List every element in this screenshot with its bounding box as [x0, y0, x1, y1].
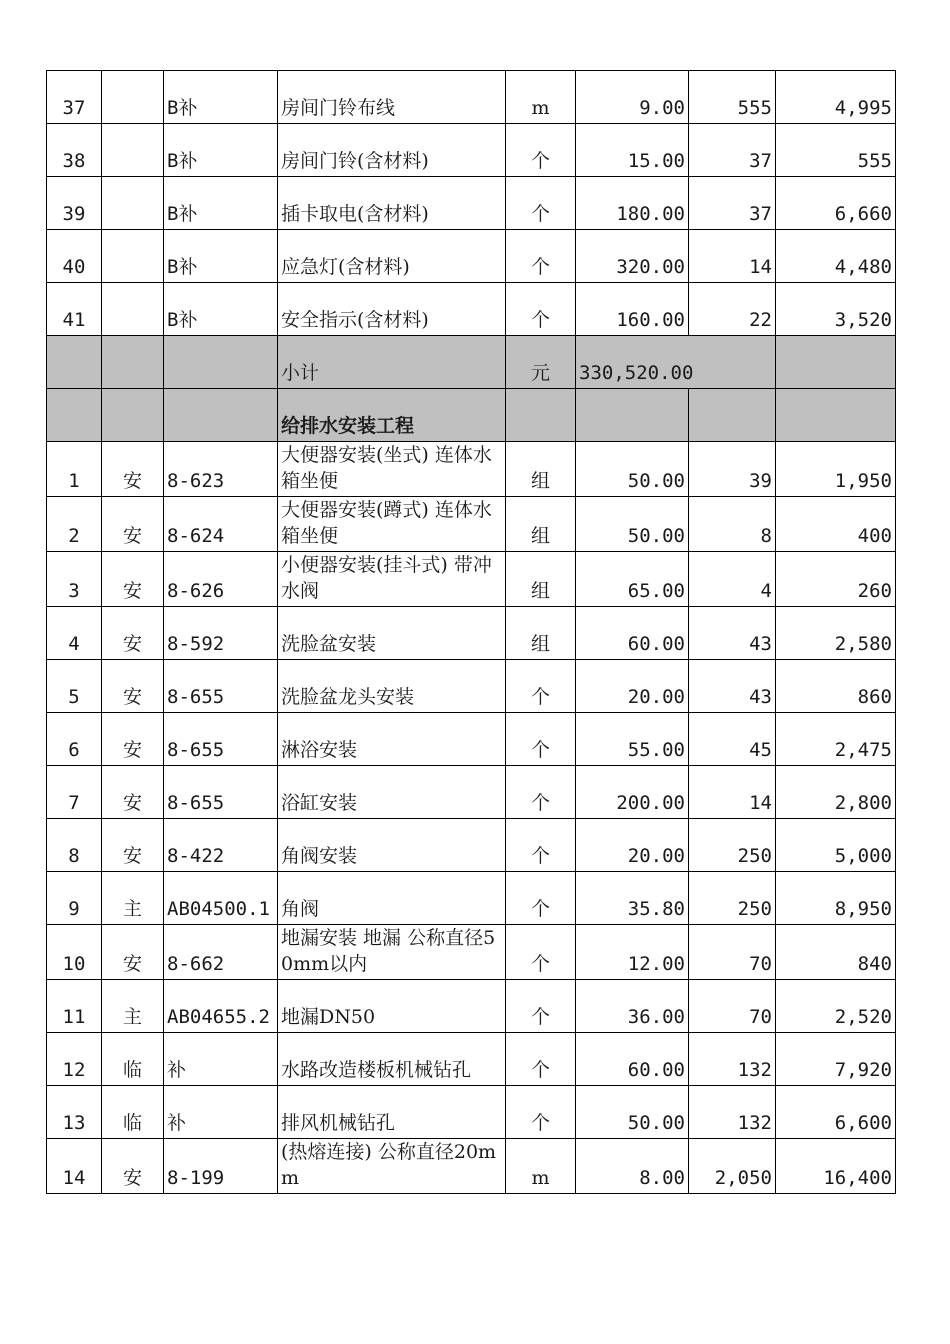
row-quantity: 70	[689, 980, 776, 1033]
row-unit-price: 20.00	[576, 660, 689, 713]
row-total: 1,950	[776, 442, 896, 497]
row-code: 8-624	[164, 497, 278, 552]
row-number: 14	[47, 1139, 102, 1194]
row-number: 41	[47, 283, 102, 336]
row-unit: 个	[506, 1086, 576, 1139]
subtotal-unit: 元	[506, 336, 576, 389]
row-type: 安	[102, 766, 164, 819]
row-total: 3,520	[776, 283, 896, 336]
section-title: 给排水安装工程	[278, 389, 506, 442]
row-number: 7	[47, 766, 102, 819]
row-total: 6,600	[776, 1086, 896, 1139]
row-unit: 组	[506, 607, 576, 660]
row-total: 260	[776, 552, 896, 607]
row-type: 主	[102, 872, 164, 925]
table-row	[47, 497, 896, 552]
row-number: 1	[47, 442, 102, 497]
row-number: 13	[47, 1086, 102, 1139]
row-type	[102, 283, 164, 336]
row-item-name: 角阀	[278, 872, 506, 925]
row-type: 安	[102, 442, 164, 497]
row-unit: m	[506, 71, 576, 124]
table-row	[47, 230, 896, 283]
row-number: 8	[47, 819, 102, 872]
row-unit: 个	[506, 1033, 576, 1086]
row-unit: 个	[506, 925, 576, 980]
row-unit: 个	[506, 177, 576, 230]
row-total: 7,920	[776, 1033, 896, 1086]
row-total: 2,580	[776, 607, 896, 660]
table-row	[47, 442, 896, 497]
row-number: 6	[47, 713, 102, 766]
row-code: 8-655	[164, 713, 278, 766]
row-type	[102, 71, 164, 124]
row-number: 37	[47, 71, 102, 124]
row-unit-price: 60.00	[576, 1033, 689, 1086]
quote-table	[46, 70, 896, 1194]
row-unit-price: 65.00	[576, 552, 689, 607]
row-code: 8-623	[164, 442, 278, 497]
row-total: 4,480	[776, 230, 896, 283]
row-unit-price: 15.00	[576, 124, 689, 177]
row-type: 安	[102, 660, 164, 713]
row-quantity: 37	[689, 124, 776, 177]
row-number: 3	[47, 552, 102, 607]
row-quantity: 132	[689, 1086, 776, 1139]
row-unit: 个	[506, 124, 576, 177]
row-unit: 组	[506, 497, 576, 552]
table-row	[47, 766, 896, 819]
row-unit: 个	[506, 713, 576, 766]
row-unit-price: 180.00	[576, 177, 689, 230]
row-code: B补	[164, 177, 278, 230]
subtotal-value: 330,520.00	[576, 336, 776, 389]
row-total: 2,800	[776, 766, 896, 819]
row-total: 860	[776, 660, 896, 713]
row-quantity: 45	[689, 713, 776, 766]
row-number: 2	[47, 497, 102, 552]
row-unit-price: 9.00	[576, 71, 689, 124]
table-row	[47, 607, 896, 660]
row-unit-price: 160.00	[576, 283, 689, 336]
row-total: 8,950	[776, 872, 896, 925]
row-quantity: 4	[689, 552, 776, 607]
row-unit: 组	[506, 442, 576, 497]
row-item-name: 小便器安装(挂斗式) 带冲水阀	[278, 552, 506, 607]
row-number: 10	[47, 925, 102, 980]
row-code: AB04500.1	[164, 872, 278, 925]
subtotal-row	[47, 336, 896, 389]
row-quantity: 2,050	[689, 1139, 776, 1194]
row-unit-price: 35.80	[576, 872, 689, 925]
row-unit: 个	[506, 283, 576, 336]
row-total: 2,520	[776, 980, 896, 1033]
row-type: 临	[102, 1033, 164, 1086]
row-item-name: 大便器安装(蹲式) 连体水箱坐便	[278, 497, 506, 552]
table-row	[47, 1139, 896, 1194]
table-row	[47, 124, 896, 177]
row-item-name: 安全指示(含材料)	[278, 283, 506, 336]
row-number: 38	[47, 124, 102, 177]
row-unit-price: 55.00	[576, 713, 689, 766]
row-code: B补	[164, 124, 278, 177]
row-number: 4	[47, 607, 102, 660]
row-code: 8-655	[164, 766, 278, 819]
row-unit: 个	[506, 872, 576, 925]
row-code: 8-655	[164, 660, 278, 713]
row-quantity: 250	[689, 872, 776, 925]
row-total: 2,475	[776, 713, 896, 766]
row-total: 16,400	[776, 1139, 896, 1194]
row-type: 主	[102, 980, 164, 1033]
row-unit: 个	[506, 230, 576, 283]
row-item-name: 浴缸安装	[278, 766, 506, 819]
row-quantity: 22	[689, 283, 776, 336]
row-number: 11	[47, 980, 102, 1033]
table-body-electrical	[47, 71, 896, 336]
row-type: 安	[102, 925, 164, 980]
table-row	[47, 980, 896, 1033]
table-row	[47, 177, 896, 230]
row-quantity: 70	[689, 925, 776, 980]
table-row	[47, 71, 896, 124]
row-unit-price: 50.00	[576, 1086, 689, 1139]
row-item-name: 洗脸盆安装	[278, 607, 506, 660]
row-total: 555	[776, 124, 896, 177]
row-item-name: 地漏DN50	[278, 980, 506, 1033]
row-number: 40	[47, 230, 102, 283]
table-body-plumbing	[47, 442, 896, 1194]
row-quantity: 43	[689, 660, 776, 713]
row-unit: 个	[506, 766, 576, 819]
row-unit: m	[506, 1139, 576, 1194]
row-code: 8-592	[164, 607, 278, 660]
row-code: 8-626	[164, 552, 278, 607]
row-quantity: 37	[689, 177, 776, 230]
row-unit-price: 60.00	[576, 607, 689, 660]
row-type: 安	[102, 713, 164, 766]
row-unit-price: 12.00	[576, 925, 689, 980]
row-item-name: 排风机械钻孔	[278, 1086, 506, 1139]
row-type: 安	[102, 552, 164, 607]
row-quantity: 43	[689, 607, 776, 660]
row-item-name: (热熔连接) 公称直径20mm	[278, 1139, 506, 1194]
row-total: 4,995	[776, 71, 896, 124]
row-item-name: 应急灯(含材料)	[278, 230, 506, 283]
table-row	[47, 872, 896, 925]
row-item-name: 房间门铃(含材料)	[278, 124, 506, 177]
row-item-name: 房间门铃布线	[278, 71, 506, 124]
table-row	[47, 1086, 896, 1139]
subtotal-label: 小计	[278, 336, 506, 389]
row-type: 安	[102, 497, 164, 552]
row-type: 临	[102, 1086, 164, 1139]
section-header-row	[47, 389, 896, 442]
table-row	[47, 552, 896, 607]
row-code: 8-662	[164, 925, 278, 980]
row-total: 840	[776, 925, 896, 980]
row-item-name: 洗脸盆龙头安装	[278, 660, 506, 713]
row-item-name: 插卡取电(含材料)	[278, 177, 506, 230]
row-code: B补	[164, 71, 278, 124]
table-row	[47, 283, 896, 336]
row-type	[102, 177, 164, 230]
row-item-name: 角阀安装	[278, 819, 506, 872]
row-type: 安	[102, 607, 164, 660]
row-unit-price: 8.00	[576, 1139, 689, 1194]
row-code: B补	[164, 230, 278, 283]
row-number: 9	[47, 872, 102, 925]
row-type	[102, 230, 164, 283]
row-unit-price: 50.00	[576, 497, 689, 552]
row-quantity: 250	[689, 819, 776, 872]
subtotal-section	[47, 336, 896, 442]
row-code: 8-199	[164, 1139, 278, 1194]
row-total: 5,000	[776, 819, 896, 872]
row-unit-price: 50.00	[576, 442, 689, 497]
table-row	[47, 660, 896, 713]
row-quantity: 555	[689, 71, 776, 124]
row-code: 8-422	[164, 819, 278, 872]
row-quantity: 14	[689, 766, 776, 819]
row-type	[102, 124, 164, 177]
row-item-name: 大便器安装(坐式) 连体水箱坐便	[278, 442, 506, 497]
row-quantity: 39	[689, 442, 776, 497]
row-total: 6,660	[776, 177, 896, 230]
row-type: 安	[102, 819, 164, 872]
row-code: B补	[164, 283, 278, 336]
row-number: 5	[47, 660, 102, 713]
row-unit: 个	[506, 660, 576, 713]
row-number: 39	[47, 177, 102, 230]
row-unit-price: 36.00	[576, 980, 689, 1033]
row-unit-price: 20.00	[576, 819, 689, 872]
row-code: 补	[164, 1033, 278, 1086]
row-unit-price: 200.00	[576, 766, 689, 819]
row-unit: 个	[506, 819, 576, 872]
row-unit: 组	[506, 552, 576, 607]
row-item-name: 地漏安装 地漏 公称直径50mm以内	[278, 925, 506, 980]
table-row	[47, 1033, 896, 1086]
row-unit-price: 320.00	[576, 230, 689, 283]
table-row	[47, 713, 896, 766]
row-code: 补	[164, 1086, 278, 1139]
row-quantity: 132	[689, 1033, 776, 1086]
row-total: 400	[776, 497, 896, 552]
row-code: AB04655.2	[164, 980, 278, 1033]
row-item-name: 水路改造楼板机械钻孔	[278, 1033, 506, 1086]
row-quantity: 8	[689, 497, 776, 552]
table-row	[47, 925, 896, 980]
row-type: 安	[102, 1139, 164, 1194]
table-row	[47, 819, 896, 872]
row-item-name: 淋浴安装	[278, 713, 506, 766]
row-quantity: 14	[689, 230, 776, 283]
row-unit: 个	[506, 980, 576, 1033]
row-number: 12	[47, 1033, 102, 1086]
